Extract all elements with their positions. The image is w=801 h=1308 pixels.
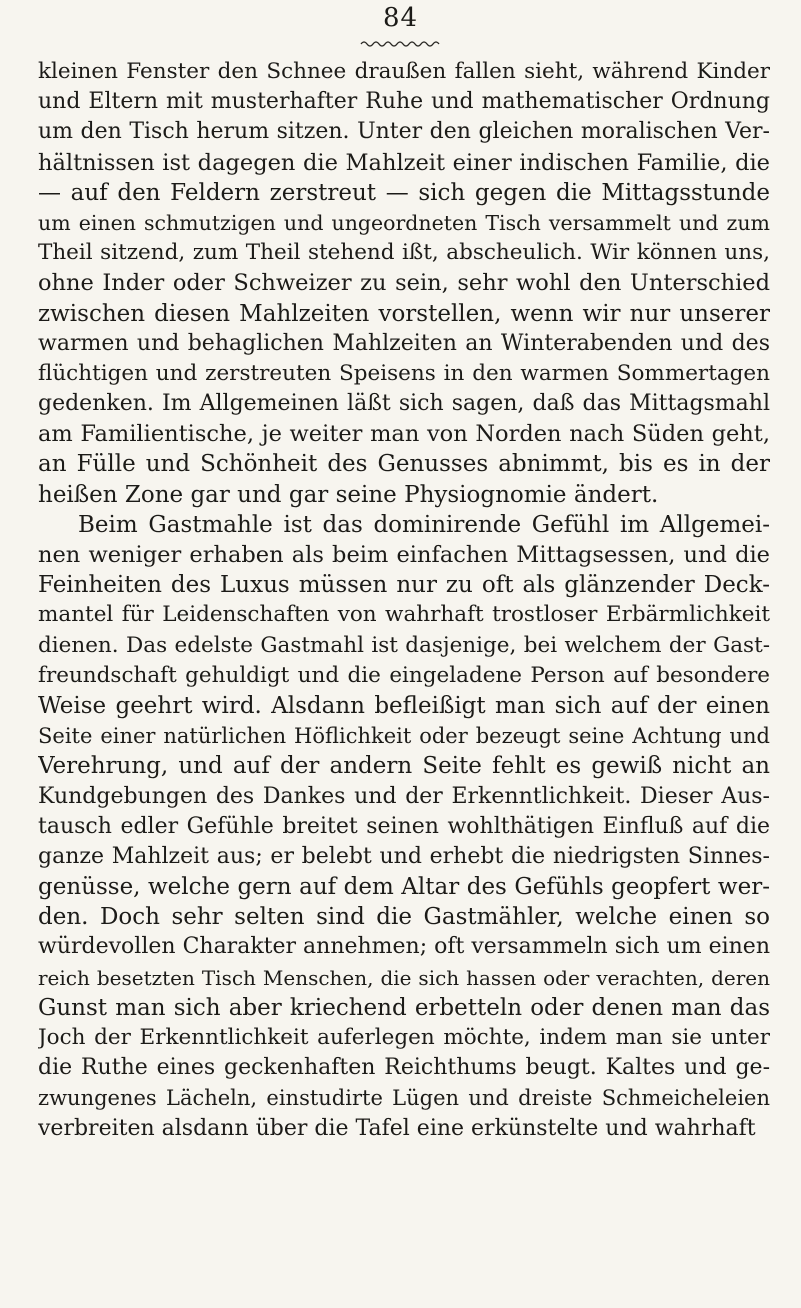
text-line: zwischen diesen Mahlzeiten vorstellen, wenn wir nur unserer [38, 300, 770, 327]
text-line: flüchtigen und zerstreuten Speisens in den warmen Sommertagen [38, 360, 770, 386]
text-line: reich besetzten Tisch Menschen, die sich hassen oder verachten, deren [38, 965, 770, 990]
text-line: mantel für Leidenschaften von wahrhaft trostloser Erbärmlichkeit [38, 602, 770, 628]
text-line: Theil sitzend, zum Theil stehend ißt, abscheulich. Wir können uns, [38, 240, 770, 266]
text-line: tausch edler Gefühle breitet seinen wohlthätigen Einfluß auf die [38, 813, 770, 839]
text-line: zwungenes Lächeln, einstudirte Lügen und dreiste Schmeicheleien [38, 1086, 770, 1111]
text-line: kleinen Fenster den Schnee draußen fallen sieht, während Kinder [38, 59, 770, 84]
text-line: Beim Gastmahle ist das dominirende Gefühl im Allgemei- [78, 511, 770, 538]
text-line: hältnissen ist dagegen die Mahlzeit einer indischen Familie, die [38, 149, 770, 176]
text-line: an Fülle und Schönheit des Genusses abnimmt, bis es in der [38, 451, 770, 478]
text-line: genüsse, welche gern auf dem Altar des Gefühls geopfert wer- [38, 874, 770, 901]
page-number-underline-ornament [360, 40, 442, 48]
text-line: — auf den Feldern zerstreut — sich gegen die Mittagsstunde [38, 179, 770, 206]
text-line: Gunst man sich aber kriechend erbetteln oder denen man das [38, 994, 770, 1021]
text-line: nen weniger erhaben als beim einfachen Mittagsessen, und die [38, 542, 770, 568]
text-line: dienen. Das edelste Gastmahl ist dasjenige, bei welchem der Gast- [38, 632, 770, 658]
text-line: Weise geehrt wird. Alsdann befleißigt man sich auf der einen [38, 692, 770, 719]
text-line: ohne Inder oder Schweizer zu sein, sehr wohl den Unterschied [38, 270, 770, 297]
text-line: um den Tisch herum sitzen. Unter den gleichen moralischen Ver- [38, 119, 770, 145]
body-text [38, 57, 770, 1144]
text-line: Feinheiten des Luxus müssen nur zu oft als glänzender Deck- [38, 572, 770, 599]
text-line: Seite einer natürlichen Höflichkeit oder bezeugt seine Achtung und [38, 724, 770, 749]
text-line: am Familientische, je weiter man von Norden nach Süden geht, [38, 421, 770, 448]
text-line: freundschaft gehuldigt und die eingeladene Person auf besondere [38, 662, 770, 688]
text-line: warmen und behaglichen Mahlzeiten an Winterabenden und des [38, 330, 770, 356]
text-line: heißen Zone gar und gar seine Physiognomie ändert. [38, 481, 659, 508]
page-number: 84 [382, 3, 419, 33]
text-line: den. Doch sehr selten sind die Gastmähler, welche einen so [38, 904, 770, 931]
text-line: gedenken. Im Allgemeinen läßt sich sagen, daß das Mittagsmahl [38, 391, 770, 417]
text-line: Joch der Erkenntlichkeit auferlegen möchte, indem man sie unter [38, 1025, 770, 1050]
text-line: und Eltern mit musterhafter Ruhe und mathematischer Ordnung [38, 89, 770, 115]
text-line: Kundgebungen des Dankes und der Erkenntlichkeit. Dieser Aus- [38, 783, 770, 809]
text-line: Verehrung, und auf der andern Seite fehlt es gewiß nicht an [38, 753, 770, 780]
text-line: würdevollen Charakter annehmen; oft versammeln sich um einen [38, 934, 770, 960]
text-line: um einen schmutzigen und ungeordneten Tisch versammelt und zum [38, 210, 770, 235]
text-line: verbreiten alsdann über die Tafel eine erkünstelte und wahrhaft [38, 1115, 756, 1141]
text-line: die Ruthe eines geckenhaften Reichthums beugt. Kaltes und ge- [38, 1055, 770, 1081]
text-line: ganze Mahlzeit aus; er belebt und erhebt die niedrigsten Sinnes- [38, 843, 770, 869]
